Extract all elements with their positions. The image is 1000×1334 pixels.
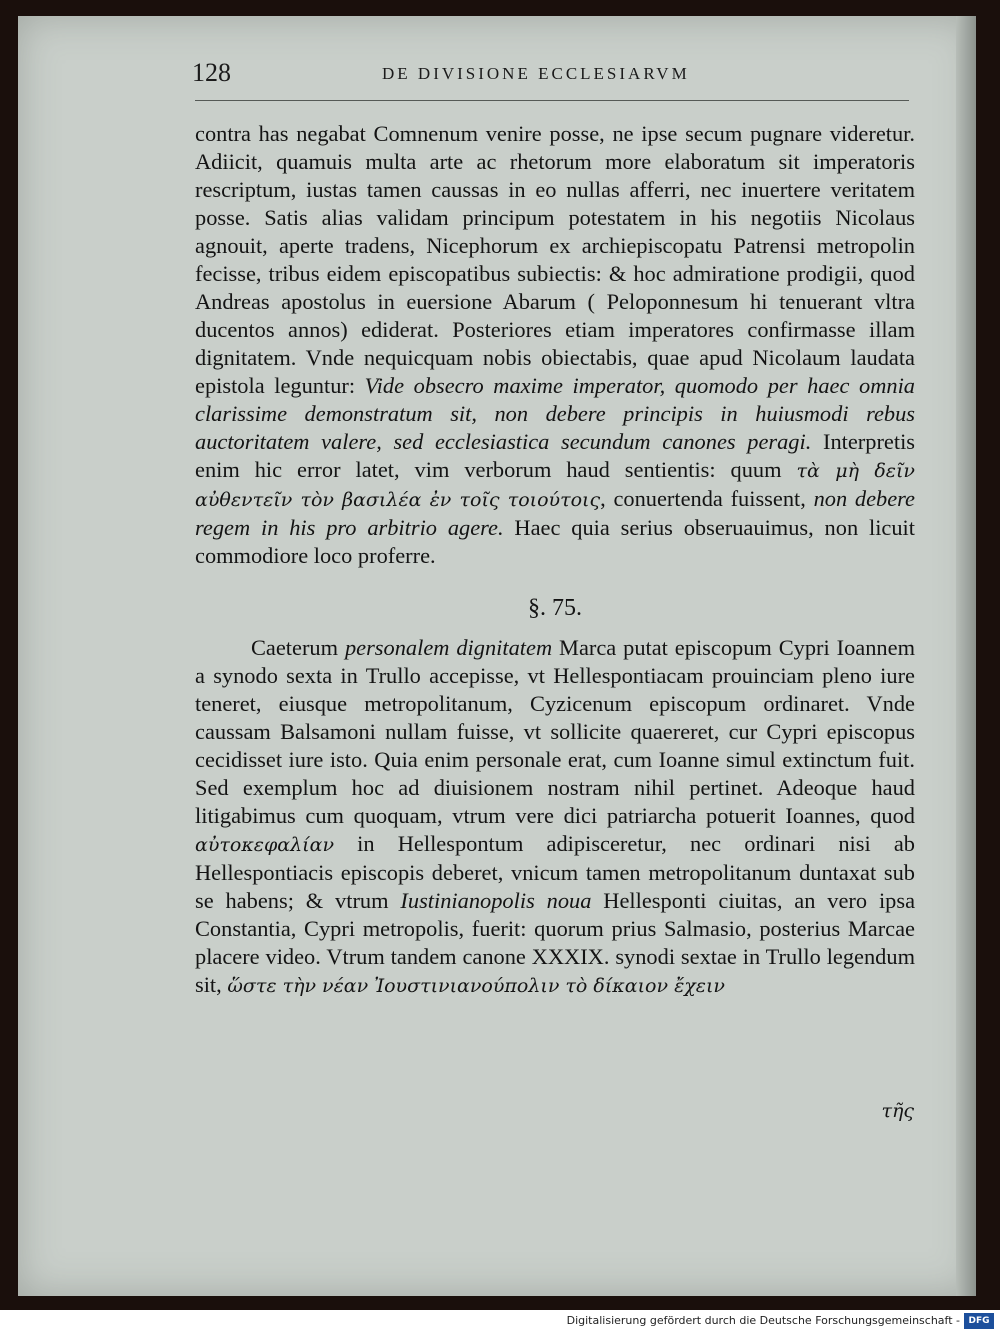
- paragraph-2-text-3: in Hellespontum adipisceretur, nec ordinari nisi ab Hellespontiacis episcopis deberet, vnicum tamen metropolitanum duntaxat sub se habens; & vtrum: [195, 831, 915, 913]
- catchword: τῆς: [881, 1100, 914, 1122]
- paragraph-2-text-4: Hellesponti ciuitas, an vero ipsa Constantia, Cypri metropolis, fuerit: quorum prius Salmasio, posterius Marcae placere video. Vtrum tandem canone XXXIX. synodi sextae in Trullo legendum sit,: [195, 888, 916, 997]
- paragraph-2: [195, 634, 915, 1000]
- paragraph-1: [195, 120, 915, 570]
- paragraph-1-greek-quote: τὰ μὴ δεῖν αὐθεντεῖν τὸν βασιλέα ἐν τοῖς τοιούτοις: [195, 460, 915, 511]
- running-head-title: DE DIVISIONE ECCLESIARVM: [382, 64, 690, 83]
- paragraph-2-greek-quote: ὥστε τὴν νέαν Ἰουστινιανούπολιν τὸ δίκαιον ἔχειν: [227, 975, 725, 997]
- paragraph-2-text-1: Caeterum: [251, 635, 345, 660]
- paragraph-1-italic-quote: Vide obsecro maxime imperator, quomodo per haec omnia clarissime demonstratum sit, non debere principis in huiusmodi rebus auctoritatem valere, sed ecclesiastica secundum canones peragi.: [195, 373, 915, 454]
- paragraph-2-italic-term: personalem dignitatem: [344, 635, 553, 660]
- paragraph-1-text-3: , conuertenda fuissent,: [600, 486, 814, 511]
- paragraph-1-italic-translation: non debere regem in his pro arbitrio agere.: [195, 486, 915, 540]
- body-text: [195, 120, 915, 1000]
- section-mark: §. 75.: [528, 595, 582, 621]
- digitization-footer: [0, 1310, 1000, 1334]
- paragraph-1-text-4: Haec quia serius obseruauimus, non licuit commodiore loco proferre.: [195, 515, 915, 568]
- paragraph-2-greek-term: αὐτοκεφαλίαν: [195, 834, 334, 856]
- paragraph-2-italic-place: Iustinianopolis noua: [400, 888, 592, 913]
- footer-credit: Digitalisierung gefördert durch die Deutsche Forschungsgemeinschaft -: [566, 1314, 960, 1327]
- paragraph-1-text-2: Interpretis enim hic error latet, vim verborum haud sentientis: quum: [195, 429, 916, 482]
- paragraph-1-text-1: contra has negabat Comnenum venire posse, ne ipse secum pugnare videretur. Adiicit, quamuis multa arte ac rhetorum more elaboratum sit imperatoris rescriptum, iustas tamen caussas in eo nullas afferri, nec inuertere veritatem posse. Satis alias validam principum potestatem in his negotiis Nicolaus agnouit, aperte tradens, Nicephorum ex archiepiscopatu Patrensi metropolin fecisse, tribus eidem episcopatibus subiectis: & hoc admiratione prodigii, quod Andreas apostolus in euersione Abarum ( Peloponnesum hi tenuerant vltra ducentos annos) ediderat. Posteriores etiam imperatores confirmasse illam dignitatem. Vnde nequicquam nobis obiectabis, quae apud Nicolaum laudata epistola leguntur:: [195, 121, 915, 398]
- dfg-logo: DFG: [964, 1313, 994, 1329]
- running-head: [192, 58, 906, 98]
- running-head-rule: [195, 100, 909, 101]
- page-number: 128: [192, 58, 231, 87]
- paragraph-2-text-2: Marca putat episcopum Cypri Ioannem a synodo sexta in Trullo accepisse, vt Hellespontiacam prouinciam pleno iure teneret, eiusque metropolitanum, Cyzicenum episcopum ordinaret. Vnde caussam Balsamoni nullam fuisse, vt sollicite quaereret, cur Cypri episcopus cecidisset iure isto. Quia enim personale erat, cum Ioanne simul extinctum fuit. Sed exemplum hoc ad diuisionem nostram nihil pertinet. Adeoque haud litigabimus cum quoquam, vtrum vere dici patriarcha potuerit Ioannes, quod: [195, 635, 915, 828]
- page-edge-shadow: [956, 16, 976, 1296]
